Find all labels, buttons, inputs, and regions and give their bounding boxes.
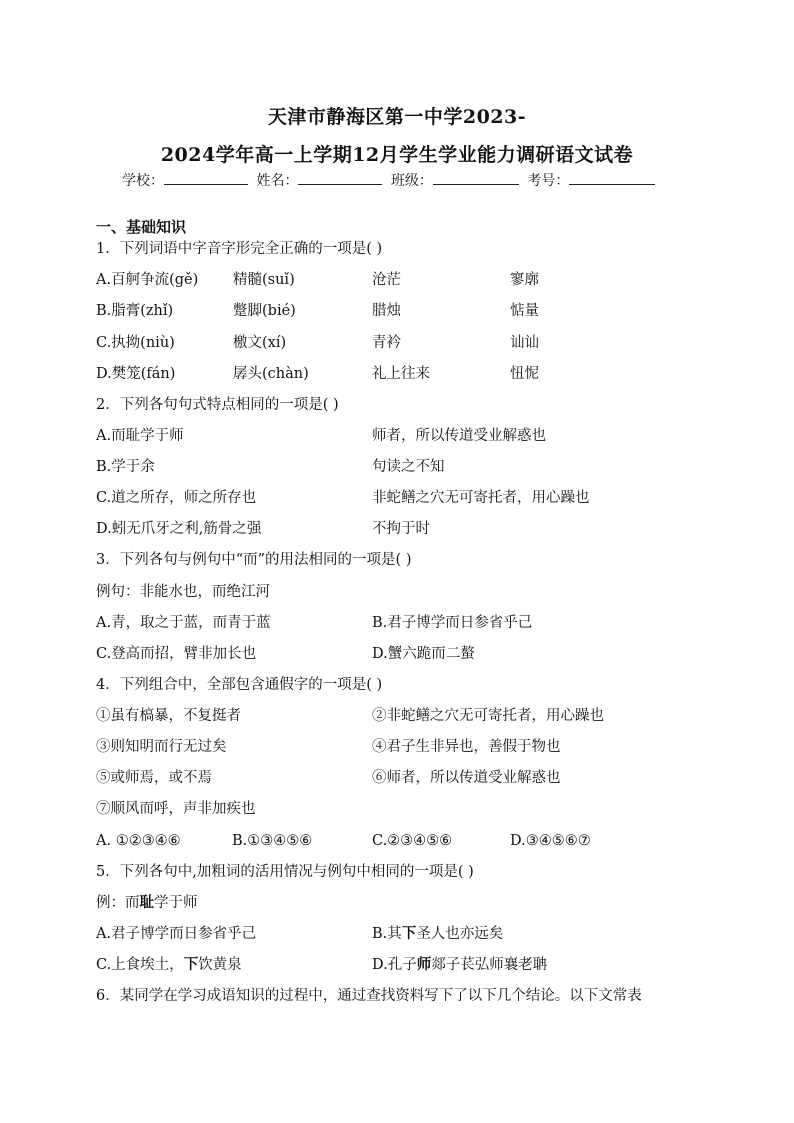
q4-option-c: C.②③④⑤⑥ [372, 833, 453, 849]
q2-option-d: D.蚓无爪牙之利,筋骨之强 [96, 521, 262, 537]
question-2-stem: 2．下列各句句式特点相同的一项是( ) [96, 397, 339, 413]
q5-option-c [96, 955, 242, 975]
q5-option-b [372, 924, 503, 944]
q1-cell: 蹩脚(bié) [233, 303, 296, 319]
q1-cell: 檄文(xí) [233, 335, 287, 351]
q4-option-a: A. ①②③④⑥ [96, 833, 181, 849]
exam-title-line2: 2024学年高一上学期12月学生学业能力调研语文试卷 [160, 144, 634, 166]
name-blank[interactable] [298, 170, 382, 185]
q5-example-text: 例：而 [96, 895, 140, 911]
q4-item: ①虽有槁暴，不复挺者 [96, 708, 241, 724]
q5-option-a [96, 924, 256, 944]
q4-option-d: D.③④⑤⑥⑦ [510, 833, 591, 849]
q2-option-c: C.道之所存，师之所存也 [96, 490, 257, 506]
q1-option-b: B.脂膏(zhǐ) [96, 303, 174, 319]
q2-option-b: B.学于余 [96, 459, 155, 475]
exam-title-line1: 天津市静海区第一中学2023- [267, 106, 527, 128]
q1-cell: 孱头(chàn) [233, 366, 309, 382]
q5-bold-word: 下 [401, 925, 417, 942]
q1-cell: 腊烛 [372, 303, 401, 319]
q1-cell: 惦量 [510, 303, 539, 319]
q5-example-text: 学于师 [154, 895, 198, 911]
q3-example: 例句：非能水也，而绝江河 [96, 584, 270, 600]
question-3-stem: 3．下列各句与例句中“而”的用法相同的一项是( ) [96, 552, 412, 568]
q5-option-d [372, 955, 547, 975]
question-1-stem: 1．下列词语中字音字形完全正确的一项是( ) [96, 241, 383, 257]
q4-item: ③则知明而行无过矣 [96, 739, 227, 755]
q3-option-c: C.登高而招，臂非加长也 [96, 646, 257, 662]
exam-no-blank[interactable] [569, 170, 655, 185]
school-label: 学校： [122, 173, 164, 189]
q3-option-b: B.君子博学而日参省乎己 [372, 615, 533, 631]
q1-cell: 沧茫 [372, 272, 401, 288]
q2-option-a: A.而耻学于师 [96, 428, 184, 444]
class-blank[interactable] [433, 170, 519, 185]
question-5-stem: 5．下列各句中,加粗词的活用情况与例句中相同的一项是( ) [96, 864, 474, 880]
q5-example-bold: 耻 [139, 894, 154, 911]
q5-bold-word: 下 [183, 956, 199, 973]
q1-option-d: D.樊笼(fán) [96, 366, 176, 382]
q1-cell: 忸怩 [510, 366, 539, 382]
question-4-stem: 4．下列组合中，全部包含通假字的一项是( ) [96, 677, 383, 693]
school-blank[interactable] [164, 170, 248, 185]
q4-item: ⑥师者，所以传道受业解惑也 [372, 770, 561, 786]
name-label: 姓名： [256, 173, 299, 189]
question-6-stem: 6．某同学在学习成语知识的过程中，通过查找资料写下了以下几个结论。以下文常表 [96, 988, 642, 1004]
q3-option-a: A.青，取之于蓝，而青于蓝 [96, 615, 271, 631]
q2-cell: 不拘于时 [372, 521, 430, 537]
q1-option-c: C.执拗(niù) [96, 335, 175, 351]
q5-text: C.上食埃土， [96, 957, 184, 973]
q5-text: B.其 [372, 926, 402, 942]
q5-text: A.君子博学而日参省乎己 [96, 926, 257, 942]
section-title: 一、基础知识 [96, 218, 187, 236]
q1-option-a: A.百舸争流(gě) [96, 272, 199, 288]
q3-option-d: D.蟹六跪而二螯 [372, 646, 475, 662]
q5-text: 饮黄泉 [198, 957, 242, 973]
q5-example [96, 893, 198, 913]
q5-bold-word: 师 [416, 956, 432, 973]
q1-cell: 寥廓 [510, 272, 539, 288]
q1-cell: 讪讪 [510, 335, 539, 351]
q2-cell: 非蛇鳝之穴无可寄托者，用心躁也 [372, 490, 590, 506]
exam-no-label: 考号： [527, 173, 570, 189]
q5-text: 郯子苌弘师襄老聃 [431, 957, 548, 973]
student-info-row [122, 170, 659, 190]
q4-option-b: B.①③④⑤⑥ [232, 833, 313, 849]
class-label: 班级： [390, 173, 433, 189]
q1-cell: 礼上往来 [372, 366, 430, 382]
q4-item: ⑤或师焉，或不焉 [96, 770, 212, 786]
q5-text: 圣人也亦远矣 [416, 926, 504, 942]
q2-cell: 师者，所以传道受业解惑也 [372, 428, 546, 444]
q1-cell: 精髓(suǐ) [233, 272, 295, 288]
q4-item: ②非蛇鳝之穴无可寄托者，用心躁也 [372, 708, 604, 724]
q2-cell: 句读之不知 [372, 459, 445, 475]
q4-item: ⑦顺风而呼，声非加疾也 [96, 801, 256, 817]
q5-text: D.孔子 [372, 957, 417, 973]
q4-item: ④君子生非异也，善假于物也 [372, 739, 561, 755]
q1-cell: 青衿 [372, 335, 401, 351]
